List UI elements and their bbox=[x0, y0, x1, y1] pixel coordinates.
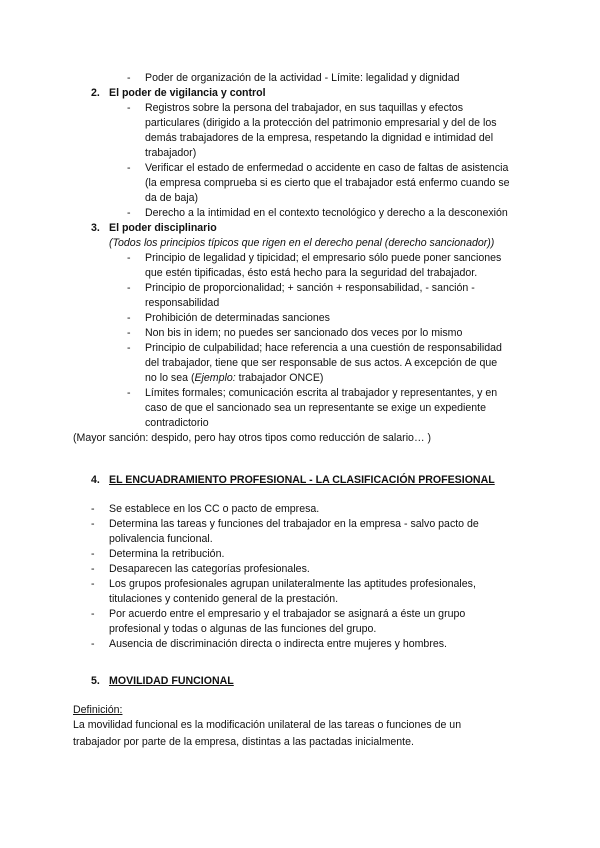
bullet-dash: - bbox=[91, 518, 95, 530]
list-item-line: responsabilidad bbox=[145, 297, 220, 309]
list-item-line: Principio de legalidad y tipicidad; el empresario sólo puede poner sanciones bbox=[145, 252, 502, 264]
list-item-line: Determina la retribución. bbox=[109, 548, 225, 560]
list-item-line: Prohibición de determinadas sanciones bbox=[145, 312, 330, 324]
bullet-dash: - bbox=[127, 327, 131, 339]
bullet-dash: - bbox=[127, 282, 131, 294]
list-item-line: Derecho a la intimidad en el contexto tecnológico y derecho a la desconexión bbox=[145, 207, 508, 219]
note-text: (Mayor sanción: despido, pero hay otros tipos como reducción de salario… ) bbox=[73, 432, 432, 444]
list-item-line: particulares (dirigido a la protección del patrimonio empresarial y del de los bbox=[145, 117, 497, 129]
list-item-line: caso de que el sancionado sea un representante se exige un expediente bbox=[145, 402, 487, 414]
bullet-dash: - bbox=[127, 102, 131, 114]
section-heading: EL ENCUADRAMIENTO PROFESIONAL - LA CLASIFICACIÓN PROFESIONAL bbox=[109, 474, 495, 486]
list-item-line: Por acuerdo entre el empresario y el trabajador se asignará a éste un grupo bbox=[109, 608, 466, 620]
list-item-line: Determina las tareas y funciones del trabajador en la empresa - salvo pacto de bbox=[109, 518, 479, 530]
definition-label: Definición: bbox=[73, 704, 123, 716]
list-item-line: Ausencia de discriminación directa o indirecta entre mujeres y hombres. bbox=[109, 638, 447, 650]
list-item-line: Verificar el estado de enfermedad o accidente en caso de faltas de asistencia bbox=[145, 162, 509, 174]
list-item-line: trabajador) bbox=[145, 147, 197, 159]
list-item-line: da de baja) bbox=[145, 192, 199, 204]
list-item-line: Non bis in idem; no puedes ser sancionado dos veces por lo mismo bbox=[145, 327, 463, 339]
section-number: 5. bbox=[91, 675, 100, 687]
list-item-line: Desaparecen las categorías profesionales. bbox=[109, 563, 310, 575]
bullet-dash: - bbox=[127, 162, 131, 174]
list-item: Poder de organización de la actividad - Límite: legalidad y dignidad bbox=[145, 72, 460, 84]
list-item-line: Principio de proporcionalidad; + sanción + responsabilidad, - sanción - bbox=[145, 282, 475, 294]
bullet-dash: - bbox=[127, 72, 131, 84]
bullet-dash: - bbox=[91, 548, 95, 560]
section-subtitle: (Todos los principios típicos que rigen en el derecho penal (derecho sancionador)) bbox=[109, 237, 495, 249]
bullet-dash: - bbox=[127, 387, 131, 399]
paragraph-line: trabajador por parte de la empresa, distintas a las pactadas inicialmente. bbox=[73, 736, 414, 748]
list-item-line: polivalencia funcional. bbox=[109, 533, 213, 545]
list-item-line: demás trabajadores de la empresa, respetando la dignidad e intimidad del bbox=[145, 132, 494, 144]
section-heading: El poder disciplinario bbox=[109, 222, 217, 234]
section-heading: MOVILIDAD FUNCIONAL bbox=[109, 675, 234, 687]
list-item-line: (la empresa comprueba si es cierto que el trabajador está enfermo cuando se bbox=[145, 177, 510, 189]
list-item-line: del trabajador, tiene que ser responsable de sus actos. A excepción de que bbox=[145, 357, 498, 369]
paragraph-line: La movilidad funcional es la modificación unilateral de las tareas o funciones de un bbox=[73, 719, 462, 731]
section-heading: El poder de vigilancia y control bbox=[109, 87, 266, 99]
bullet-dash: - bbox=[127, 252, 131, 264]
list-item-line: contradictorio bbox=[145, 417, 209, 429]
section-number: 2. bbox=[91, 87, 100, 99]
list-item-line: que estén tipificadas, ésto está hecho para la seguridad del trabajador. bbox=[145, 267, 478, 279]
bullet-dash: - bbox=[91, 578, 95, 590]
bullet-dash: - bbox=[91, 503, 95, 515]
list-item-line bbox=[145, 371, 323, 386]
bullet-dash: - bbox=[127, 312, 131, 324]
list-item-line: Límites formales; comunicación escrita al trabajador y representantes, y en bbox=[145, 387, 498, 399]
text-run: no lo sea ( bbox=[145, 372, 195, 384]
list-item-line: profesional y todas o algunas de las funciones del grupo. bbox=[109, 623, 377, 635]
list-item-line: Principio de culpabilidad; hace referencia a una cuestión de responsabilidad bbox=[145, 342, 502, 354]
section-number: 4. bbox=[91, 474, 100, 486]
list-item-line: titulaciones y contenido general de la prestación. bbox=[109, 593, 339, 605]
bullet-dash: - bbox=[91, 638, 95, 650]
list-item-line: Se establece en los CC o pacto de empresa. bbox=[109, 503, 320, 515]
section-number: 3. bbox=[91, 222, 100, 234]
bullet-dash: - bbox=[127, 207, 131, 219]
list-item-line: Los grupos profesionales agrupan unilateralmente las aptitudes profesionales, bbox=[109, 578, 476, 590]
text-run: trabajador ONCE) bbox=[235, 372, 324, 384]
bullet-dash: - bbox=[91, 563, 95, 575]
bullet-dash: - bbox=[127, 342, 131, 354]
bullet-dash: - bbox=[91, 608, 95, 620]
example-label: Ejemplo: bbox=[194, 372, 236, 384]
list-item-line: Registros sobre la persona del trabajador, en sus taquillas y efectos bbox=[145, 102, 463, 114]
